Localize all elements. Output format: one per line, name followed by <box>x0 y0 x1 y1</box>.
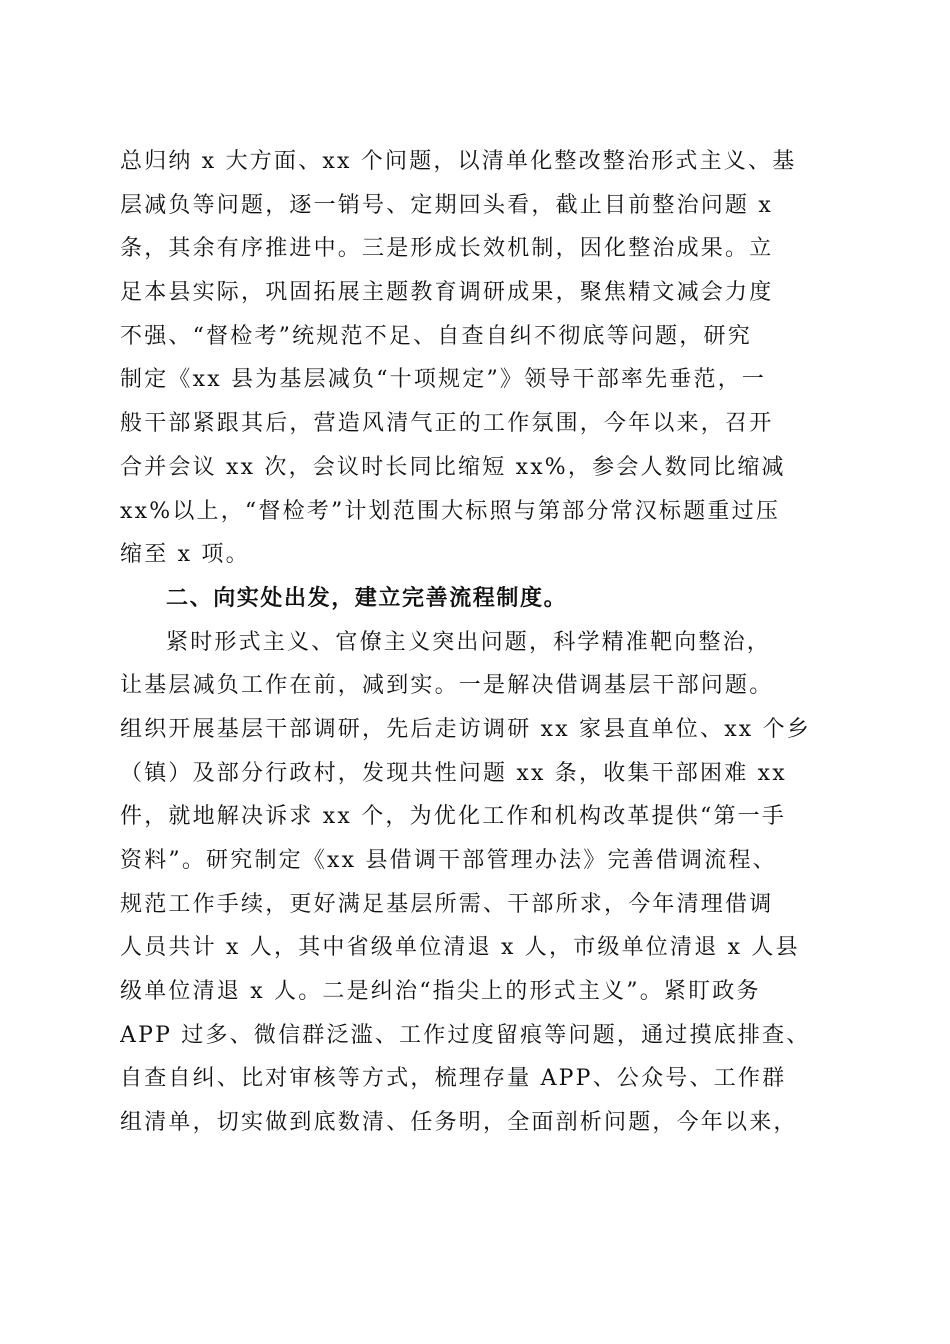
text-line: 级单位清退 x 人。二是纠治“指尖上的形式主义”。紧盯政务 <box>120 979 761 1005</box>
text-line: 足本县实际，巩固拓展主题教育调研成果，聚焦精文减会力度 <box>120 280 774 306</box>
text-line: 缩至 x 项。 <box>120 542 250 568</box>
text-line: （镇）及部分行政村，发现共性问题 xx 条，收集干部困难 xx <box>120 760 787 786</box>
text-line: 制定《xx 县为基层减负“十项规定”》领导干部率先垂范，一 <box>120 367 767 393</box>
text-line: APP 过多、微信群泛滥、工作过度留痕等问题，通过摸底排查、 <box>120 1022 811 1048</box>
text-line: 让基层减负工作在前，减到实。一是解决借调基层干部问题。 <box>120 673 774 699</box>
section-heading: 二、向实处出发，建立完善流程制度。 <box>166 585 568 611</box>
text-line: 组织开展基层干部调研，先后走访调研 xx 家县直单位、xx 个乡 <box>120 716 812 742</box>
text-line: 不强、“督检考”统规范不足、自查自纠不彻底等问题，研究 <box>120 323 752 349</box>
document-body <box>120 140 840 1145</box>
text-line: 规范工作手续，更好满足基层所需、干部所求，今年清理借调 <box>120 891 774 917</box>
text-line: 总归纳 x 大方面、xx 个问题，以清单化整改整治形式主义、基 <box>120 149 797 174</box>
text-line: 合并会议 xx 次，会议时长同比缩短 xx%，参会人数同比缩减 <box>120 454 786 480</box>
text-line: 资料”。研究制定《xx 县借调干部管理办法》完善借调流程、 <box>120 848 777 873</box>
paragraph-section-two <box>120 621 840 1145</box>
text-line: 件，就地解决诉求 xx 个，为优化工作和机构改革提供“第一手 <box>120 804 787 830</box>
text-line: 自查自纠、比对审核等方式，梳理存量 APP、公众号、工作群 <box>120 1066 787 1092</box>
text-line: 人员共计 x 人，其中省级单位清退 x 人，市级单位清退 x 人县 <box>120 935 800 961</box>
text-line: 紧时形式主义、官僚主义突出问题，科学精准靶向整治， <box>166 629 772 655</box>
text-line: 层减负等问题，逐一销号、定期回头看，截止目前整治问题 x <box>120 192 774 218</box>
text-line: 般干部紧跟其后，营造风清气正的工作氛围，今年以来，召开 <box>120 411 774 437</box>
text-line: 组清单，切实做到底数清、任务明，全面剖析问题，今年以来， <box>120 1110 798 1136</box>
paragraph-continued <box>120 140 840 577</box>
text-line: xx%以上，“督检考”计划范围大标照与第部分常汉标题重过压 <box>120 498 781 524</box>
text-line: 条，其余有序推进中。三是形成长效机制，因化整治成果。立 <box>120 236 774 262</box>
